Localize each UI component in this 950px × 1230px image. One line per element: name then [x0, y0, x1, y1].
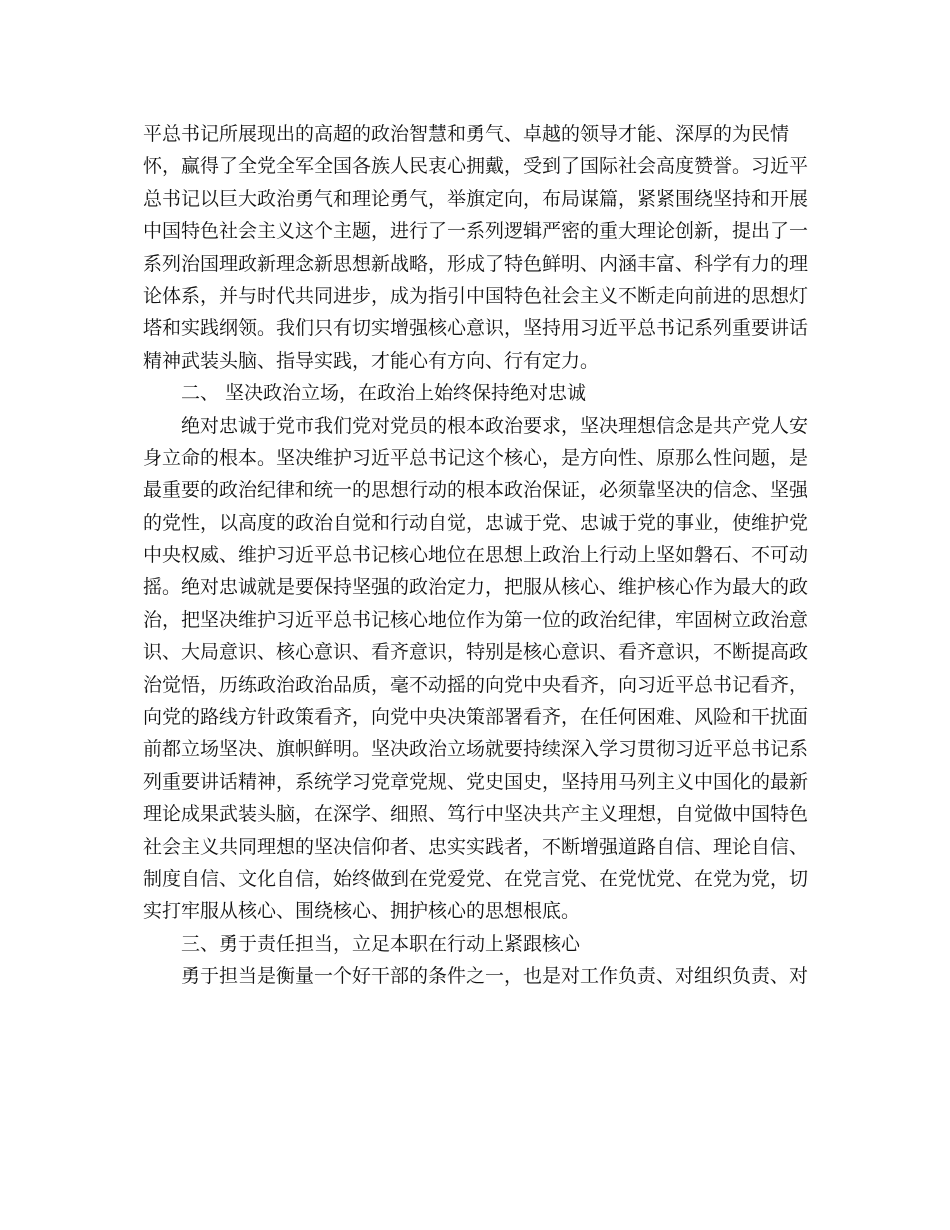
text-line: 社会主义共同理想的坚决信仰者、忠实实践者，不断增强道路自信、理论自信、 [143, 835, 809, 858]
section-heading-3: 三、勇于责任担当，立足本职在行动上紧跟核心 [181, 932, 581, 955]
paragraph-first-line: 绝对忠诚于党市我们党对党员的根本政治要求，坚决理想信念是共产党人安 [181, 414, 809, 437]
text-line: 列重要讲话精神，系统学习党章党规、党史国史，坚持用马列主义中国化的最新 [143, 770, 809, 793]
text-line: 前都立场坚决、旗帜鲜明。坚决政治立场就要持续深入学习贯彻习近平总书记系 [143, 738, 809, 761]
text-line: 总书记以巨大政治勇气和理论勇气，举旗定向，布局谋篇，紧紧围绕坚持和开展 [143, 187, 809, 210]
text-line: 怀，赢得了全党全军全国各族人民衷心拥戴，受到了国际社会高度赞誉。习近平 [143, 155, 809, 178]
body-text [143, 118, 809, 993]
text-line: 的党性，以高度的政治自觉和行动自觉，忠诚于党、忠诚于党的事业，使维护党 [143, 511, 809, 534]
text-line: 实打牢服从核心、围绕核心、拥护核心的思想根底。 [143, 900, 581, 923]
paragraph-first-line: 勇于担当是衡量一个好干部的条件之一，也是对工作负责、对组织负责、对 [181, 965, 809, 988]
text-line: 中国特色社会主义这个主题，进行了一系列逻辑严密的重大理论创新，提出了一 [143, 220, 809, 243]
text-line: 理论成果武装头脑，在深学、细照、笃行中坚决共产主义理想，自觉做中国特色 [143, 803, 809, 826]
section-heading-2: 二、 坚决政治立场，在政治上始终保持绝对忠诚 [181, 382, 587, 405]
text-line: 最重要的政治纪律和统一的思想行动的根本政治保证，必须靠坚决的信念、坚强 [143, 479, 809, 502]
text-line: 治觉悟，历练政治政治品质，毫不动摇的向党中央看齐，向习近平总书记看齐， [143, 673, 809, 696]
text-line: 塔和实践纲领。我们只有切实增强核心意识，坚持用习近平总书记系列重要讲话 [143, 317, 809, 340]
text-line: 论体系，并与时代共同进步，成为指引中国特色社会主义不断走向前进的思想灯 [143, 284, 809, 307]
text-line: 身立命的根本。坚决维护习近平总书记这个核心，是方向性、原那么性问题，是 [143, 446, 809, 469]
text-line: 平总书记所展现出的高超的政治智慧和勇气、卓越的领导才能、深厚的为民情 [143, 123, 790, 145]
text-line: 摇。绝对忠诚就是要保持坚强的政治定力，把服从核心、维护核心作为最大的政 [143, 576, 809, 599]
text-line: 治，把坚决维护习近平总书记核心地位作为第一位的政治纪律，牢固树立政治意 [143, 608, 809, 631]
text-line: 向党的路线方针政策看齐，向党中央决策部署看齐，在任何困难、风险和干扰面 [143, 706, 809, 729]
text-line: 精神武装头脑、指导实践，才能心有方向、行有定力。 [143, 349, 600, 372]
text-line: 制度自信、文化自信，始终做到在党爱党、在党言党、在党忧党、在党为党，切 [143, 867, 809, 890]
text-line: 识、大局意识、核心意识、看齐意识，特别是核心意识、看齐意识，不断提高政 [143, 641, 809, 664]
text-line: 系列治国理政新理念新思想新战略，形成了特色鲜明、内涵丰富、科学有力的理 [143, 252, 809, 275]
text-line: 中央权威、维护习近平总书记核心地位在思想上政治上行动上坚如磐石、不可动 [143, 544, 809, 567]
